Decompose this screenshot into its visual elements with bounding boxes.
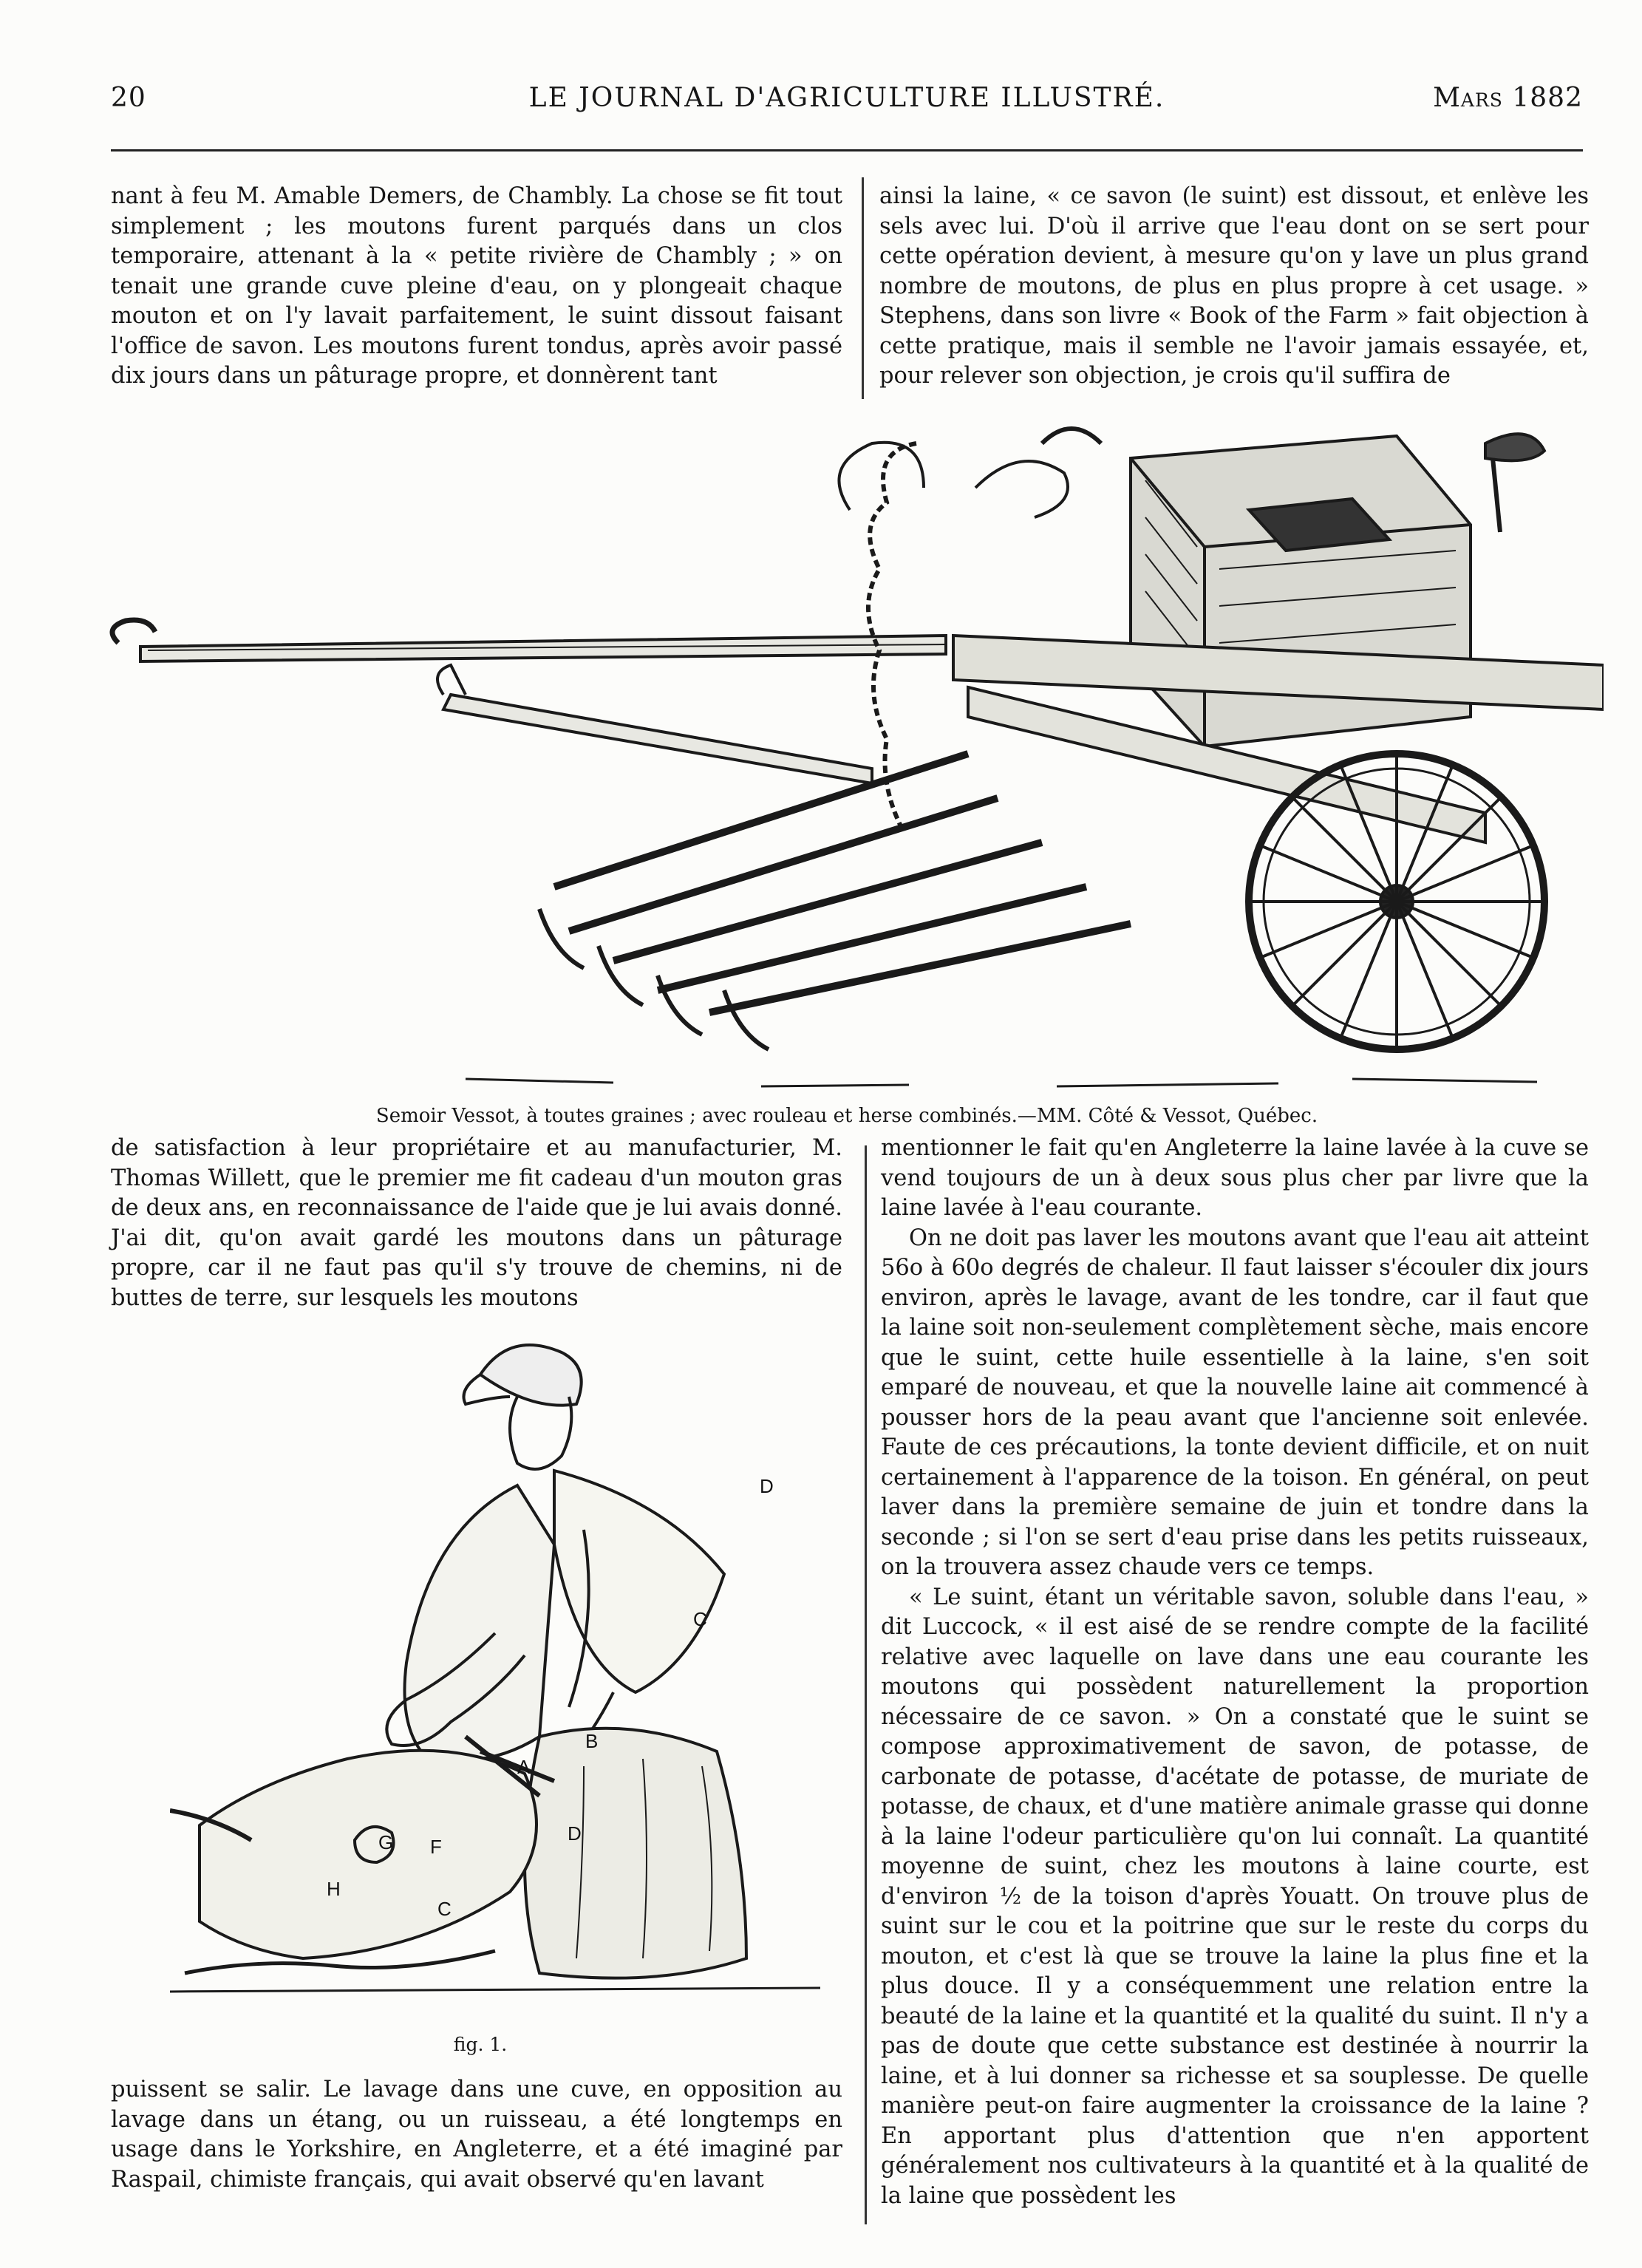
top-right-text: ainsi la laine, « ce savon (le suint) est dissout, et enlève les sels avec lui. D'où il arrive que l'eau dont on se sert pour cette opération devient, à mesure qu'on y lave un plus grand nombre de moutons, de plus en plus propre à cet usage. » Stephens, dans son livre « Book of the Farm » fait objection à cette pratique, mais il semble ne l'avoir jamais essayée, et, pour relever son objection, je crois qu'il suffira de <box>879 183 1589 389</box>
bottom-left-text-upper: de satisfaction à leur propriétaire et au manufacturier, M. Thomas Willett, que le premier me fit cadeau d'un mouton gras de deux ans, en reconnaissance de l'aide que je lui avais donné. J'ai dit, qu'on avait gardé les moutons dans un pâturage propre, car il ne faut pas qu'il s'y trouve de chemins, ni de buttes de terre, sur lesquels les moutons <box>111 1135 842 1311</box>
figure-1-caption: fig. 1. <box>453 2034 508 2055</box>
fig-label-c-top: C <box>693 1608 707 1630</box>
issue-date: Mars 1882 <box>1433 83 1583 113</box>
paragraph-lavage: On ne doit pas laver les moutons avant que l'eau ait atteint 56o à 60o degrés de chaleur. Il faut laisser s'écouler dix jours environ, après le lavage, avant de les tondre, car il faut que la laine soit non-seulement complètement sèche, mais encore que le suint, cette huile essentielle à la laine, s'en soit emparé de nouveau, et que la nouvelle laine ait commencé à pousser hors de la peau avant que l'ancienne soit enlevée. Faute de ces précautions, la tonte devient difficile, et on nuit certainement à l'apparence de la toison. En général, on peut laver dans la première semaine de juin et tondre dans la seconde ; si l'on se sert d'eau prise dans les petits ruisseaux, on la trouvera assez chaude vers ce temps. <box>881 1225 1589 1580</box>
fig-label-h: H <box>327 1878 341 1900</box>
top-left-column <box>111 182 842 392</box>
paragraph-suint: « Le suint, étant un véritable savon, soluble dans l'eau, » dit Luccock, « il est aisé de se rendre compte de la facilité relative avec laquelle on lave dans une eau courante les moutons qui possèdent naturellement la proportion nécessaire de ce savon. » On a constaté que le suint se compose approximativement de savon, de potasse, de carbonate de potasse, d'acétate de potasse, de muriate de potasse, de chaux, et d'une matière animale grasse qui donne à la laine l'odeur particulière qu'on lui connaît. La quantité moyenne de suint, chez les moutons à laine courte, est d'environ ½ de la toison d'après Youatt. On trouve plus de suint sur le cou et la poitrine que sur le reste du corps du mouton, et c'est là que se trouve la laine la plus fine et la plus douce. Il y a conséquemment une relation entre la beauté de la laine et la quantité et la qualité du suint. Il n'y a pas de doute que cette substance est destinée à nourrir la laine, et à lui donner sa richesse et sa souplesse. De quelle manière peut-on faire augmenter la croissance de la laine ? En apportant plus d'attention que n'en apportent généralement nos cultivateurs à la quantité et à la qualité de la laine que possèdent les <box>881 1584 1589 2209</box>
bottom-left-text-lower: puissent se salir. Le lavage dans une cuve, en opposition au lavage dans un étang, ou un ruisseau, a été longtemps en usage dans le Yorkshire, en Angleterre, et a été imaginé par Raspail, chimiste français, qui avait observé qu'en lavant <box>111 2077 842 2193</box>
seeder-illustration <box>96 399 1604 1094</box>
fig-label-d-top: D <box>760 1475 774 1497</box>
bottom-right-column <box>881 1134 1589 2211</box>
fig-label-c-bottom: C <box>437 1898 452 1920</box>
header-rule <box>111 149 1583 151</box>
fig-label-b: B <box>585 1730 599 1752</box>
top-left-text: nant à feu M. Amable Demers, de Chambly. La chose se fit tout simplement ; les moutons furent parqués dans un clos temporaire, attenant à la « petite rivière de Chambly ; » on tenait une grande cuve pleine d'eau, on y plongeait chaque mouton et on l'y lavait parfaitement, le suint dissout faisant l'office de savon. Les moutons furent tondus, après avoir passé dix jours dans un pâturage propre, et donnèrent tant <box>111 183 842 389</box>
seeder-caption: Semoir Vessot, à toutes graines ; avec rouleau et herse combinés.—MM. Côté & Vessot, Québec. <box>375 1105 1318 1127</box>
column-rule-top <box>862 177 864 399</box>
column-rule-bottom <box>865 1145 867 2224</box>
paragraph-mentionner: mentionner le fait qu'en Angleterre la laine lavée à la cuve se vend toujours de un à deux sous plus cher par livre que la laine lavée à l'eau courante. <box>881 1135 1589 1221</box>
bottom-left-column-lower <box>111 2075 842 2195</box>
shearing-illustration <box>170 1323 835 2025</box>
fig-label-f: F <box>430 1836 442 1858</box>
fig-label-d-bottom: D <box>568 1822 582 1845</box>
journal-title: LE JOURNAL D'AGRICULTURE ILLUSTRÉ. <box>528 83 1165 113</box>
top-right-column <box>879 182 1589 392</box>
bottom-left-column-upper <box>111 1134 842 1313</box>
page-header <box>111 83 1583 127</box>
fig-label-g: G <box>378 1831 394 1853</box>
page-number: 20 <box>111 83 146 113</box>
fig-label-a: A <box>517 1756 531 1778</box>
